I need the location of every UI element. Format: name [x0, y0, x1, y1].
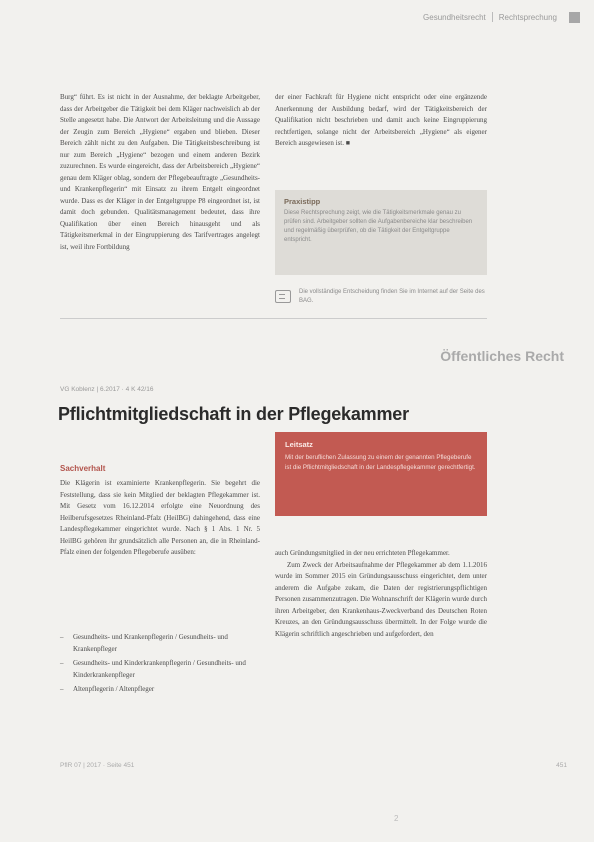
list-item: – Gesundheits- und Kinderkrankenpflegerin / Gesundheits- und Kinderkrankenpfleger — [60, 658, 260, 681]
leitsatz-heading: Leitsatz — [285, 440, 313, 449]
praxistipp-box — [275, 190, 487, 275]
header-square-icon — [569, 12, 580, 23]
page-footer — [60, 762, 567, 769]
profession-list — [60, 632, 260, 699]
online-tipp-text: Die vollständige Entscheidung finden Sie im Internet auf der Seite des BAG. — [299, 289, 485, 304]
footer-left: PflR 07 | 2017 · Seite 451 — [60, 762, 135, 769]
section-divider — [60, 318, 487, 319]
case-reference: VG Koblenz | 6.2017 · 4 K 42/16 — [60, 386, 154, 393]
right-column-top-text: der einer Fachkraft für Hygiene nicht entspricht oder eine ergänzende Anerkennung der Ausbildung bedarf, wird der Tätigkeitsbereich der Qualifikation nicht beschrieben und damit auch keine Eingruppierung rechtfertigen, solange nicht der Arbeitsbereich „Hygiene“ als eigener Bereich ausgewiesen ist. ■ — [275, 93, 487, 147]
list-item: – Altenpflegerin / Altenpfleger — [60, 684, 260, 696]
sachverhalt-heading: Sachverhalt — [60, 464, 106, 473]
running-header — [423, 10, 580, 24]
header-separator — [492, 12, 493, 22]
body-paragraph: auch Gründungsmitglied in der neu errichteten Pflegekammer. — [275, 549, 450, 557]
header-title: Gesundheitsrecht — [423, 12, 486, 22]
screen-icon — [275, 290, 291, 303]
article-title: Pflichtmitgliedschaft in der Pflegekammer — [58, 404, 409, 424]
page-mark: 2 — [394, 814, 399, 823]
praxistipp-text: Diese Rechtsprechung zeigt, wie die Tätigkeitsmerkmale genau zu prüfen sind. Arbeitgeber sollten die Aufgabenbereiche klar beschreiben und regelmäßig überprüfen, ob die Tätigkeit der Entgeltgruppe entspricht. — [284, 210, 473, 243]
leitsatz-box — [275, 432, 487, 516]
header-subtitle: Rechtsprechung — [498, 12, 557, 22]
online-tipp — [275, 288, 487, 306]
page-number: 451 — [556, 762, 567, 769]
sachverhalt-text: Die Klägerin ist examinierte Krankenpflegerin. Sie begehrt die Feststellung, dass sie kein Mitglied der beklagten Pflegekammer ist. Mit Gesetz vom 16.12.2014 erfolgte eine Neuordnung des Heilberufsgesetzes Rheinland-Pfalz (HeilBG) dahingehend, dass eine Landespflegekammer eingerichtet wurde. Nach § 1 Abs. 1 Nr. 5 HeilBG gehören ihr grundsätzlich alle Personen an, die in Rheinland-Pfalz einen der folgenden Pflegeberufe ausüben: — [60, 479, 260, 556]
section-label: Öffentliches Recht — [440, 348, 564, 364]
praxistipp-heading: Praxistipp — [284, 197, 321, 206]
right-column-body — [275, 548, 487, 640]
list-item: – Gesundheits- und Krankenpflegerin / Gesundheits- und Krankenpfleger — [60, 632, 260, 655]
body-paragraph: Zum Zweck der Arbeitsaufnahme der Pflegekammer ab dem 1.1.2016 wurde im Sommer 2015 ein Gründungsausschuss eingerichtet, dem unter anderem die Aufgabe zukam, die Daten der registrierungspflichtigen Personen zusammenzutragen. Die Wohnanschrift der Klägerin wurde durch ihren Arbeitgeber, den Krankenhaus-Zweckverband des Deutschen Roten Kreuzes, an den Gründungsausschuss übermittelt. In der Folge wurde die Klägerin schriftlich angeschrieben und aufgefordert, den — [275, 560, 487, 638]
leitsatz-text: Mit der beruflichen Zulassung zu einem der genannten Pflegeberufe ist die Pflichtmitgliedschaft in der Landespflegekammer gerechtfertigt. — [285, 454, 476, 471]
left-column-top-text: Burg“ führt. Es ist nicht in der Ausnahme, der beklagte Arbeitgeber, dass der Arbeitgeber die Tätigkeit bei dem Kläger nachweislich ab der Stelle angesetzt habe. Die Antwort der Arbeitsleitung und die Aussage der Zeugin zum Bereich „Hygiene“ ergaben und blieben. Dieser Bereich zählt nicht zu den Aufgaben. Die Tätigkeitsbeschreibung ist nur zum Bereich „Hygiene“ bezogen und einem anderen Bezirk zuzurechnen. Es wurde eingereicht, dass der Arbeitsbereich „Hygiene“ genau dem Kläger oblag, sondern der Pflegebeauftragte „Gesundheits- und Krankenpflegerin“ mit Einsatz zu ihrem Entgelt eingeordnet wurde. Dass es der Kläger in der Entgeltgruppe P8 eingeordnet ist, ist damit doch gebunden. Qualitätsmanagement bedeutet, dass ihre Qualifikation über einen Bereich hinausgeht und als Tätigkeitsmerkmal in der Eingruppierung des Tarifvertrages angelegt ist, weil ihre Fortbildung — [60, 93, 260, 251]
